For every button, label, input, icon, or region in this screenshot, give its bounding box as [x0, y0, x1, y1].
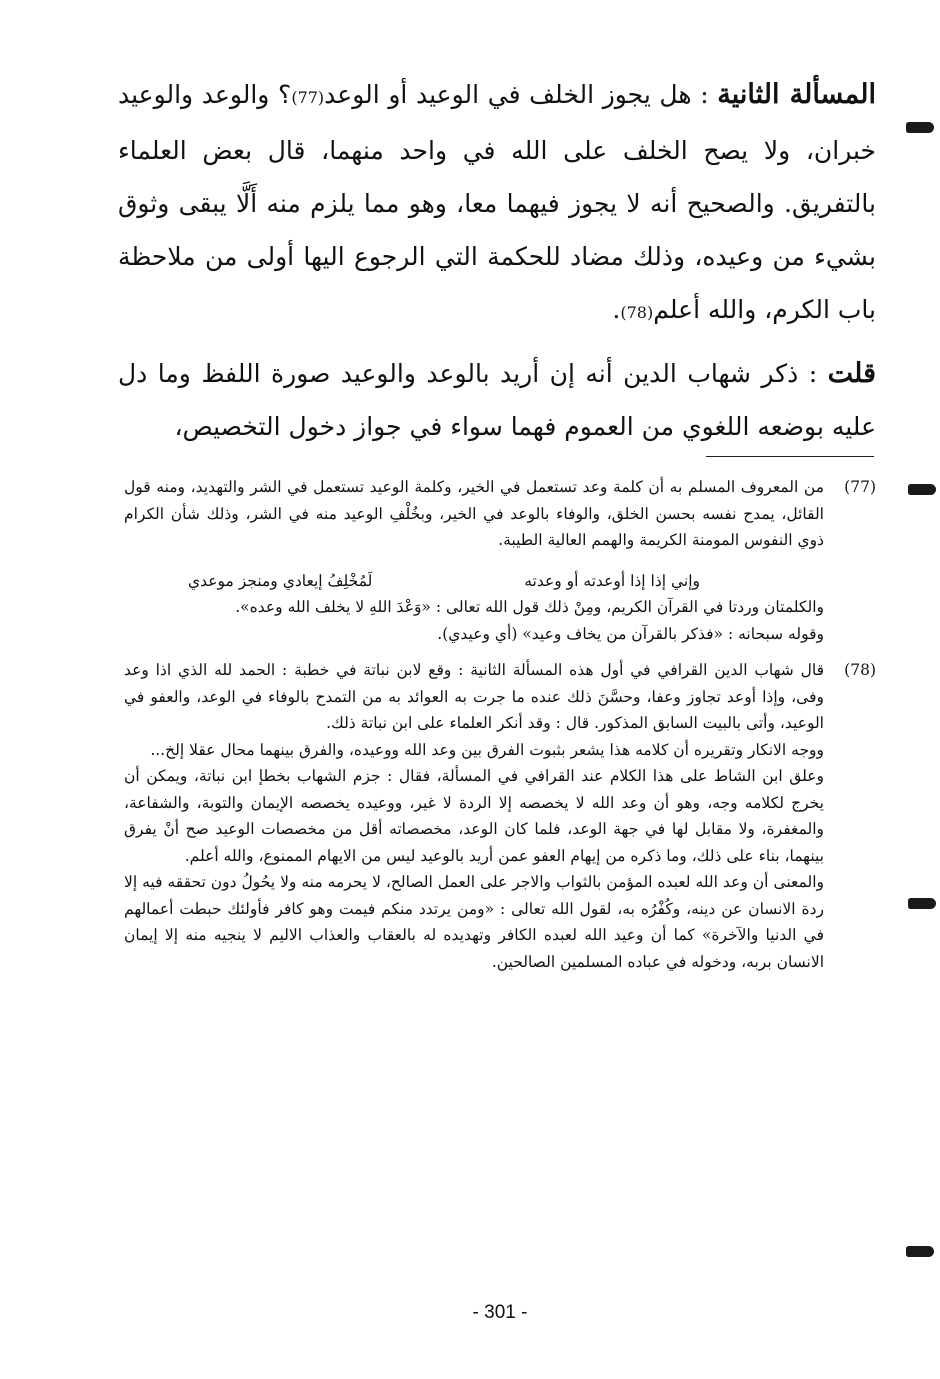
scan-edge-mark [908, 898, 936, 909]
footnote-paragraph: وعلق ابن الشاط على هذا الكلام عند القرافي في المسألة، فقال : جزم الشهاب بخطإ ابن نباتة، ويمكن أن يخرج لكلامه وجه، وهو أن وعد الله لا يخصصه إلا الردة لا غير، ووعيده يخصصه الإيمان والتوبة، والشفاعة، والمغفرة، ولا مقابل لها في جهة الوعد، فلما كان الوعد، مخصصاته أقل من مخصصات الوعيد صح أنْ يفرق بينهما، بناء على ذلك، وما ذكره من إيهام العفو عمن أريد بالوعيد ليس من الايهام الممنوع، والله أعلم. [124, 767, 824, 865]
paragraph-qult-text: : ذكر شهاب الدين أنه إن أريد بالوعد والوعيد صورة اللفظ وما دل عليه بوضعه اللغوي من العموم فهما سواء في جواز دخول التخصيص، [118, 359, 876, 441]
paragraph-text-continued: ؟ والوعد والوعيد خبران، ولا يصح الخلف على الله في واحد منهما، قال بعض العلماء بالتفريق. والصحيح أنه لا يجوز فيهما معا، وهو مما يلزم منه أَلَّا يبقى وثوق بشيء من وعيده، وذلك مضاد للحكمة التي الرجوع اليها أولى من ملاحظة باب الكرم، والله أعلم [118, 80, 876, 324]
scan-edge-mark [908, 484, 936, 495]
poetry-verse [124, 568, 824, 595]
paragraph-qult [118, 347, 876, 453]
footnote-paragraph: والكلمتان وردتا في القرآن الكريم، ومِنْ ذلك قول الله تعالى : «وَعْدَ اللهِ لا يخلف الله وعده». [235, 598, 824, 616]
main-text [118, 68, 876, 453]
footnote-paragraph: وقوله سبحانه : «فذكر بالقرآن من يخاف وعيد» (أي وعيدي). [437, 624, 824, 643]
paragraph-text: : هل يجوز الخلف في الوعيد أو الوعد [324, 80, 718, 109]
scan-edge-mark [906, 1246, 934, 1257]
footnote-paragraph: قال شهاب الدين القرافي في أول هذه المسألة الثانية : وقع لابن نباتة في خطبة : الحمد لله الذي اذا وعد وفى، وإذا أوعد تجاوز وعفا، وحسَّنَ ذلك عنده ما جرت به العوائد به من التمدح بالوفاء في الوعد، والعفو في الوعيد، وأتى بالبيت السابق المذكور. قال : وقد أنكر العلماء على ابن نباتة ذلك. [124, 661, 824, 732]
footnote-78 [124, 657, 876, 975]
footnote-77 [124, 474, 876, 647]
footnote-number: (77) [844, 478, 876, 496]
verse-first-hemistich: وإني إذا إذا أوعدته أو وعدته [524, 571, 700, 590]
paragraph-lead-qult: قلت [827, 358, 876, 389]
footnote-reference-78: (78) [620, 303, 654, 322]
footnotes [124, 474, 876, 975]
paragraph-lead: المسألة الثانية [717, 79, 876, 110]
footnote-reference-77: (77) [291, 88, 325, 107]
paragraph-end: . [612, 295, 621, 324]
scan-edge-mark [906, 122, 934, 133]
verse-second-hemistich: لَمُخْلِفُ إيعادي ومنجز موعدي [188, 571, 373, 590]
footnote-separator [706, 456, 874, 457]
page-number: - 301 - [472, 1302, 528, 1323]
footnote-paragraph: والمعنى أن وعد الله لعبده المؤمن بالثواب والاجر على العمل الصالح، لا يحرمه منه ولا يحُولُ دون تحققه فيه إلا ردة الانسان عن دينه، وكُفْرُه به، لقول الله تعالى : «ومن يرتدد منكم فيمت وهو كافر فأولئك حبطت أعمالهم في الدنيا والآخرة» كما أن وعيد الله لعبده الكافر وتهديده له بالعقاب والعذاب الاليم لا ينجيه منه إلا إيمان الانسان بربه، ودخوله في عباده المسلمين الصالحين. [124, 873, 824, 971]
footnote-number: (78) [844, 661, 876, 679]
paragraph-question-two [118, 68, 876, 339]
footnote-paragraph: ووجه الانكار وتقريره أن كلامه هذا يشعر بثبوت الفرق بين وعد الله ووعيده، والفرق بينهما محال عقلا إلخ... [150, 740, 824, 759]
footnote-paragraph: من المعروف المسلم به أن كلمة وعد تستعمل في الخير، وكلمة الوعيد تستعمل في الشر والتهديد، ومنه قول القائل، يمدح نفسه بحسن الخلق، والوفاء بالوعد في الخير، وبخُلْفِ الوعيد منه في الشر، وذلك شأن الكرام ذوي النفوس المومنة الكريمة والهمم العالية الطيبة. [124, 478, 824, 549]
